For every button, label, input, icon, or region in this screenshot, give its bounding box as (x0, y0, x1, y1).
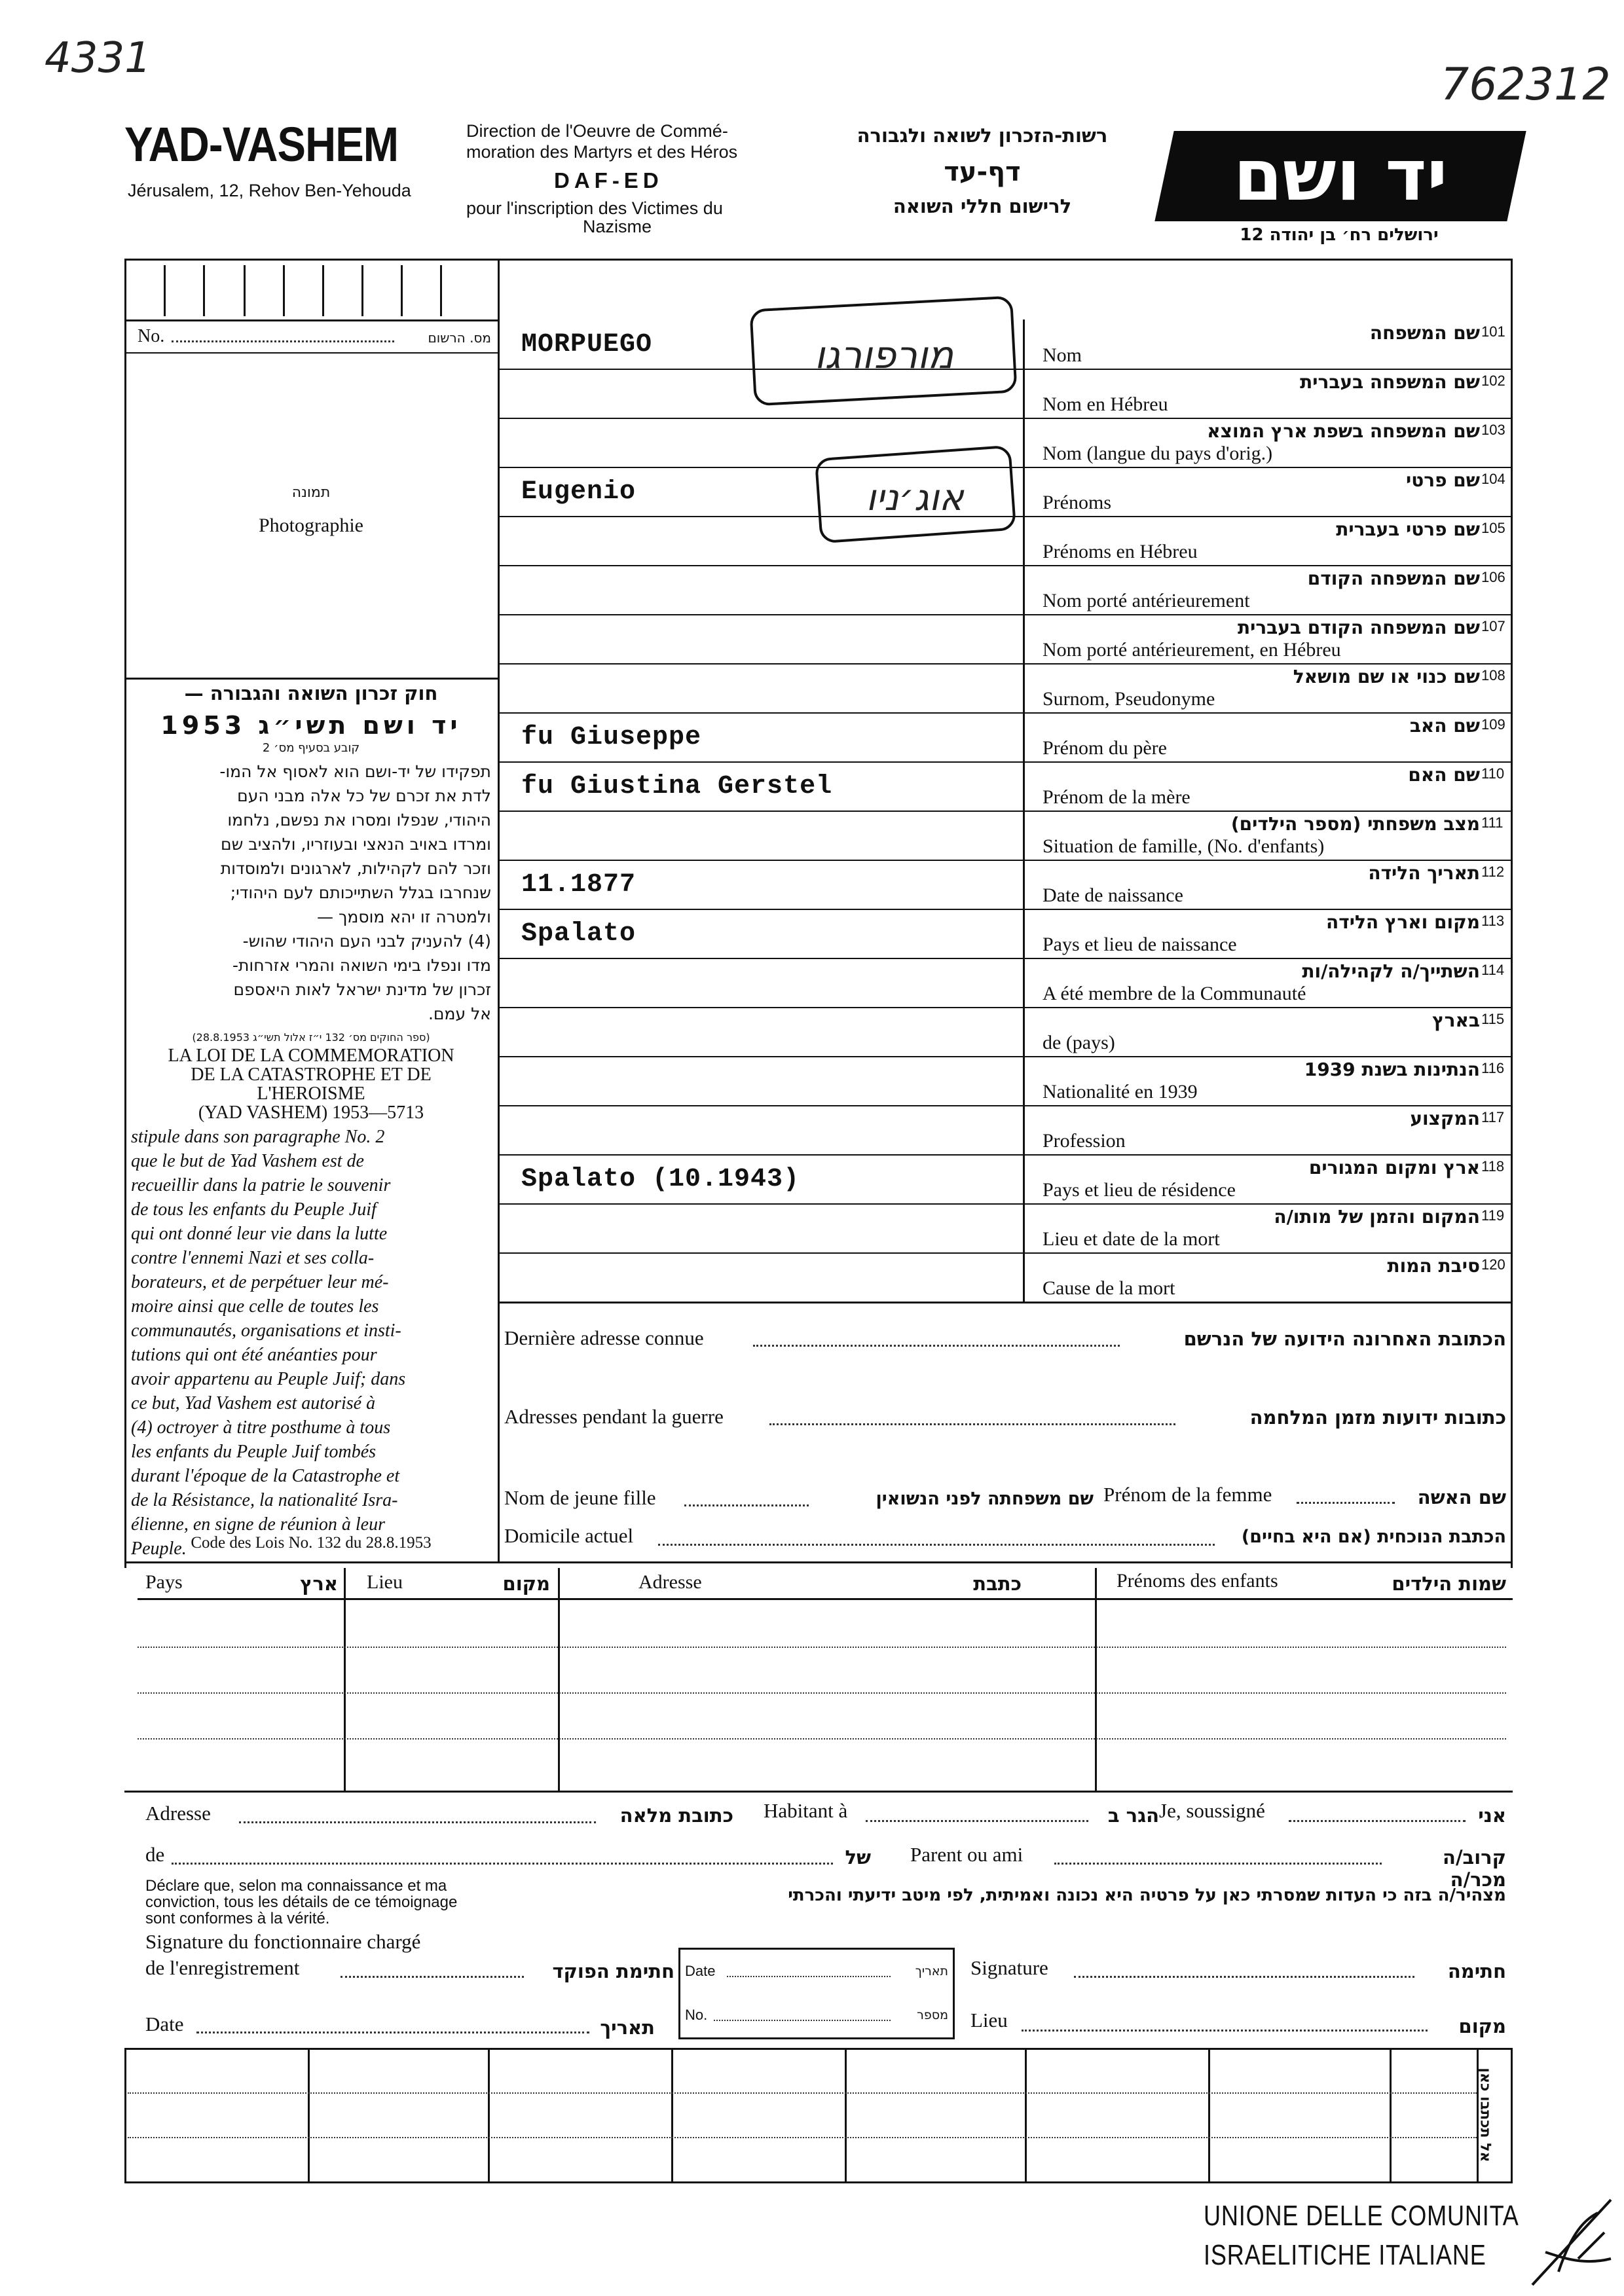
field-number: 112 (1481, 864, 1505, 880)
law-text-line: que le but de Yad Vashem est de (131, 1151, 364, 1171)
children-lieu-heb: מקום (502, 1573, 550, 1595)
children-pays-heb: ארץ (300, 1573, 338, 1595)
children-adresse: Adresse (638, 1571, 702, 1593)
inscription-line1: pour l'inscription des Victimes du (466, 198, 723, 218)
field-row-line (498, 1252, 1513, 1254)
office-grid-col (1390, 2048, 1392, 2183)
maiden-name-heb: שם משפחתה לפני הנשואין (876, 1489, 1094, 1509)
law-text-line: tutions qui ont été anéanties pour (131, 1345, 377, 1365)
field-label-fr: Profession (1043, 1130, 1126, 1152)
law-fr-code: Code des Lois No. 132 du 28.8.1953 (191, 1534, 432, 1552)
children-row-line (138, 1692, 1506, 1694)
office-grid-col (671, 2048, 673, 2183)
law-text-line: L'HEROISME (257, 1084, 365, 1104)
field-label-heb: שם פרטי (1405, 469, 1480, 491)
frame-code-bottom (124, 319, 498, 321)
field-label-fr: Prénoms en Hébreu (1043, 541, 1198, 562)
field-value[interactable]: MORPUEGO (521, 330, 653, 359)
witness-de-heb: של (845, 1846, 871, 1868)
witness-soussigne-heb: אני (1478, 1804, 1506, 1827)
domicile-heb: הכתבת הנוכחית (אם היא בחיים) (1241, 1527, 1506, 1547)
declare-heb: מצהיר/ה בזה כי העדות שמסרתי כאן על פרטיה היא נכונה ואמיתית, לפי מיטב ידיעתי והכרתי (788, 1886, 1506, 1905)
field-label-heb: שם המשפחה (1369, 322, 1480, 344)
field-number: 108 (1481, 667, 1505, 683)
law-heb-ref: (ספר החוקים מס׳ 132 י״ז אלול תשי״ג 28.8.1953) (192, 1031, 430, 1044)
field-row-line (498, 712, 1513, 714)
field-label-fr: Nationalité en 1939 (1043, 1081, 1198, 1102)
war-address-dots (769, 1423, 1175, 1425)
field-label-fr: Nom (langue du pays d'orig.) (1043, 443, 1273, 464)
children-pays: Pays (145, 1571, 183, 1593)
law-heb-name: יד ושם תשי״ג 1953 (160, 711, 462, 740)
field-label-fr: Pays et lieu de résidence (1043, 1179, 1236, 1201)
children-adresse-heb: כתבת (973, 1573, 1022, 1595)
law-fr-body (131, 1125, 491, 1561)
field-label-heb: המקצוע (1410, 1108, 1480, 1129)
direction-line2: moration des Martyrs et des Héros (466, 142, 738, 162)
field-row-line (498, 811, 1513, 812)
lieu-heb: מקום (1458, 2015, 1506, 2037)
law-text-line: ומרדו באויב הנאצי ובעוזריו, ולהציב שם (221, 835, 491, 854)
declare-fr-1: Déclare que, selon ma connaissance et ma (145, 1877, 447, 1895)
law-text-line: avoir appartenu au Peuple Juif; dans (131, 1369, 406, 1389)
field-number: 117 (1481, 1109, 1505, 1125)
field-label-fr: Pays et lieu de naissance (1043, 934, 1237, 955)
children-col3 (1095, 1568, 1097, 1791)
date-label: Date (145, 2013, 184, 2035)
field-row-120 (498, 1252, 1513, 1302)
wife-name-dots (1297, 1502, 1395, 1504)
logo-text: יד ושם (1233, 135, 1448, 217)
law-text-line: וזכר להם לקהילות, לארגונים ולמוסדות (220, 859, 491, 878)
daf-ed-title: DAF-ED (554, 168, 663, 192)
law-text-line: ce but, Yad Vashem est autorisé à (131, 1393, 376, 1413)
sig-official-2: de l'enregistrement (145, 1956, 300, 1979)
law-text-line: de tous les enfants du Peuple Juif (131, 1199, 377, 1220)
field-number: 119 (1481, 1207, 1505, 1224)
direction-line1: Direction de l'Oeuvre de Commé- (466, 121, 728, 141)
field-number: 104 (1481, 471, 1505, 487)
field-label-heb: שם המשפחה הקודם בעברית (1237, 617, 1480, 638)
maiden-name-label: Nom de jeune fille (504, 1486, 656, 1509)
law-text-line: stipule dans son paragraphe No. 2 (131, 1127, 385, 1147)
field-row-109 (498, 712, 1513, 761)
office-grid-bottom (124, 2181, 1513, 2183)
field-number: 103 (1481, 422, 1505, 438)
field-number: 115 (1481, 1011, 1505, 1027)
witness-habitant-dots (866, 1820, 1088, 1822)
stamp-date-label: Date (685, 1963, 716, 1979)
field-row-line (498, 958, 1513, 959)
address-top (498, 1302, 1513, 1303)
field-label-fr: Cause de la mort (1043, 1277, 1175, 1299)
law-heb-body (131, 759, 491, 1026)
no-heb: מס. הרשום (428, 330, 491, 346)
law-text-line: זכרון של מדינת ישראל לאות היאספם (233, 980, 491, 999)
field-number: 110 (1481, 765, 1505, 782)
last-address-dots (753, 1345, 1120, 1347)
heb-authority: רשות-הזכרון לשואה ולגבורה (857, 124, 1108, 147)
no-underline (124, 352, 498, 354)
children-lieu: Lieu (367, 1571, 403, 1593)
field-label-heb: שם האם (1408, 764, 1480, 786)
law-text-line: de la Résistance, la nationalité Isra- (131, 1490, 398, 1510)
witness-de: de (145, 1843, 165, 1866)
last-address-label: Dernière adresse connue (504, 1326, 704, 1349)
law-text-line: moire ainsi que celle de toutes les (131, 1296, 379, 1317)
children-top (124, 1561, 1513, 1563)
declare-fr-3: sont conformes à la vérité. (145, 1910, 330, 1927)
field-number: 114 (1481, 962, 1505, 978)
field-row-line (498, 565, 1513, 566)
witness-parent-dots (1054, 1863, 1382, 1865)
field-row-line (498, 1105, 1513, 1106)
sig-official-dots (341, 1976, 524, 1978)
office-grid-row (128, 2137, 1477, 2138)
field-number: 113 (1481, 913, 1505, 929)
law-heb-title: חוק זכרון השואה והגבורה — (184, 682, 438, 704)
law-text-line: LA LOI DE LA COMMEMORATION (168, 1046, 454, 1066)
witness-adresse-dots (239, 1821, 596, 1823)
field-row-106 (498, 565, 1513, 614)
code-box-sep (401, 265, 403, 316)
field-number: 107 (1481, 618, 1505, 634)
law-text-line: ולמטרה זו יהא מוסמך — (317, 907, 491, 926)
field-row-line (498, 1203, 1513, 1205)
field-row-116 (498, 1056, 1513, 1105)
stamp-date-dots (727, 1976, 891, 1977)
law-text-line: לדת את זכרם של כל אלה מבני העם (237, 786, 491, 805)
law-text-line: borateurs, et de perpétuer leur mé- (131, 1272, 389, 1292)
field-row-line (498, 1056, 1513, 1057)
stamp-no-label: No. (685, 2007, 708, 2023)
field-row-line (498, 614, 1513, 615)
domicile-label: Domicile actuel (504, 1524, 634, 1547)
field-label-fr: Nom (1043, 344, 1082, 366)
witness-soussigne: Je, soussigné (1159, 1799, 1265, 1822)
field-label-heb: מקום וארץ הלידה (1326, 911, 1480, 933)
inscription-line2: Nazisme (583, 217, 652, 236)
field-row-114 (498, 958, 1513, 1007)
law-text-line: מדו ונפלו בימי השואה והמרי אזרחות- (232, 956, 491, 975)
law-text-line: שנחרבו בגלל השתייכותם לעם היהודי; (230, 883, 491, 902)
field-number: 116 (1481, 1060, 1505, 1076)
office-grid-col (308, 2048, 310, 2183)
field-value[interactable]: fu Giustina Gerstel (521, 772, 833, 801)
field-row-line (498, 418, 1513, 419)
top-left-annotation: 4331 (45, 34, 151, 82)
stamp-date-heb: תאריך (915, 1964, 948, 1978)
field-label-heb: שם פרטי בעברית (1336, 519, 1480, 540)
children-bottom (124, 1791, 1513, 1793)
hebrew-firstname-handwritten: אוג׳ניו (866, 477, 964, 519)
hebrew-surname-handwritten: מורפורגו (814, 333, 954, 377)
field-label-fr: Situation de famille, (No. d'enfants) (1043, 835, 1325, 857)
field-row-117 (498, 1105, 1513, 1154)
field-number: 105 (1481, 520, 1505, 536)
field-label-fr: Prénoms (1043, 492, 1111, 513)
field-label-heb: המקום והזמן של מותו/ה (1274, 1206, 1480, 1228)
children-col1 (344, 1568, 346, 1791)
law-text-line: (YAD VASHEM) 1953—5713 (198, 1102, 424, 1123)
field-row-119 (498, 1203, 1513, 1252)
field-label-heb: ארץ ומקום המגורים (1308, 1157, 1480, 1178)
field-label-heb: שם האב (1409, 715, 1480, 737)
field-row-line (498, 1007, 1513, 1008)
field-row-line (498, 909, 1513, 910)
signature-heb: חתימה (1447, 1960, 1506, 1982)
field-value[interactable]: 11.1877 (521, 870, 637, 900)
code-box-sep (203, 265, 205, 316)
code-box-sep (244, 265, 246, 316)
office-grid-right (1511, 2048, 1513, 2183)
field-label-fr: Nom porté antérieurement, en Hébreu (1043, 639, 1341, 661)
field-label-fr: Surnom, Pseudonyme (1043, 688, 1215, 710)
field-label-fr: Nom en Hébreu (1043, 393, 1168, 415)
office-stamp-box (678, 1948, 955, 2039)
office-grid-col (845, 2048, 847, 2183)
field-number: 101 (1481, 323, 1505, 340)
children-row-line (138, 1647, 1506, 1648)
war-address-heb: כתובות ידועות מזמן המלחמה (1249, 1406, 1506, 1429)
witness-adresse: Adresse (145, 1802, 211, 1825)
code-box-sep (283, 265, 285, 316)
no-label: No. (138, 326, 165, 346)
field-label-fr: Prénom du père (1043, 737, 1167, 759)
field-row-110 (498, 761, 1513, 811)
bottom-stamp-line1: UNIONE DELLE COMUNITA (1204, 2200, 1519, 2232)
org-title: YAD-VASHEM (124, 117, 399, 172)
witness-soussigne-dots (1289, 1820, 1466, 1822)
heb-registration: לרישום חללי השואה (893, 195, 1072, 217)
office-grid-col (1025, 2048, 1027, 2183)
field-label-heb: סיבת המות (1387, 1255, 1480, 1277)
field-row-107 (498, 614, 1513, 663)
code-box-sep (361, 265, 363, 316)
field-number: 106 (1481, 569, 1505, 585)
field-row-115 (498, 1007, 1513, 1056)
field-value[interactable]: Spalato (10.1943) (521, 1165, 800, 1194)
field-row-line (498, 1154, 1513, 1156)
field-label-fr: Date de naissance (1043, 884, 1183, 906)
office-grid-row (128, 2092, 1477, 2094)
code-box-sep (164, 265, 166, 316)
field-label-heb: שם המשפחה הקודם (1307, 568, 1480, 589)
law-text-line: communautés, organisations et insti- (131, 1321, 401, 1341)
field-label-heb: שם המשפחה בשפת ארץ המוצא (1207, 420, 1480, 442)
law-text-line: qui ont donné leur vie dans la lutte (131, 1224, 388, 1244)
field-label-fr: A été membre de la Communauté (1043, 983, 1306, 1004)
field-label-heb: שם כנוי או שם מושאל (1293, 666, 1480, 687)
field-row-line (498, 761, 1513, 763)
law-text-line: (4) octroyer à titre posthume à tous (131, 1417, 391, 1438)
top-right-annotation: 762312 (1441, 59, 1611, 111)
witness-habitant: Habitant à (764, 1799, 848, 1822)
office-use-side-heb: אל תכתבו כאן (1477, 2068, 1494, 2162)
law-text-line: תפקידו של יד-ושם הוא לאסוף אל המו- (219, 762, 491, 781)
field-label-heb: שם המשפחה בעברית (1300, 371, 1480, 393)
field-row-112 (498, 860, 1513, 909)
children-row-line (138, 1738, 1506, 1740)
declare-fr-2: conviction, tous les détails de ce témoignage (145, 1893, 458, 1911)
maiden-name-dots (684, 1504, 809, 1506)
frame-left (124, 259, 126, 1568)
law-text-line: durant l'époque de la Catastrophe et (131, 1466, 400, 1486)
wife-name-heb: שם האשה (1417, 1486, 1506, 1508)
law-text-line: élienne, en signe de réunion à leur (131, 1514, 386, 1535)
field-label-heb: תאריך הלידה (1368, 862, 1480, 884)
field-row-118 (498, 1154, 1513, 1203)
field-label-heb: השתייך/ה לקהילה/ות (1302, 960, 1480, 982)
sig-official-heb: חתימת הפוקד (552, 1960, 674, 1982)
office-grid-top (124, 2048, 1513, 2050)
no-dots (172, 340, 394, 342)
law-text-line: אל עמם. (428, 1004, 491, 1023)
field-label-heb: מצב משפחתי (מספר הילדים) (1230, 813, 1480, 835)
date-heb: תאריך (600, 2016, 655, 2039)
last-address-heb: הכתובת האחרונה הידועה של הנרשם (1183, 1328, 1506, 1350)
field-value[interactable]: fu Giuseppe (521, 723, 702, 752)
field-value[interactable]: Eugenio (521, 477, 637, 507)
law-text-line: contre l'ennemi Nazi et ses colla- (131, 1248, 375, 1268)
code-box-sep (322, 265, 324, 316)
field-row-line (498, 663, 1513, 665)
date-dots (196, 2032, 589, 2033)
frame-top (124, 259, 1513, 261)
witness-de-dots (172, 1863, 833, 1865)
bottom-signature-scribble (1519, 2193, 1617, 2291)
field-row-line (498, 860, 1513, 861)
witness-adresse-heb: כתובת מלאה (619, 1804, 733, 1827)
law-fr-title (131, 1046, 491, 1122)
law-text-line: DE LA CATASTROPHE ET DE (191, 1065, 432, 1085)
law-text-line: Peuple. (131, 1539, 187, 1559)
law-text-line: recueillir dans la patrie le souvenir (131, 1175, 391, 1195)
stamp-no-dots (714, 2020, 891, 2021)
war-address-label: Adresses pendant la guerre (504, 1405, 724, 1428)
field-row-108 (498, 663, 1513, 712)
field-label-fr: Lieu et date de la mort (1043, 1228, 1220, 1250)
signature-label: Signature (970, 1956, 1048, 1979)
bottom-stamp-line2: ISRAELITICHE ITALIANE (1204, 2239, 1486, 2271)
field-label-heb: בארץ (1432, 1010, 1480, 1031)
code-box-sep (440, 265, 442, 316)
witness-parent-heb: קרוב/ה מכר/ה (1443, 1846, 1506, 1891)
office-grid-col (1208, 2048, 1210, 2183)
law-text-line: היהודי, שנפלו ומסרו את נפשם, נלחמו (227, 811, 491, 829)
heb-daf-ed: דף-עד (944, 157, 1021, 187)
field-row-111 (498, 811, 1513, 860)
law-text-line: les enfants du Peuple Juif tombés (131, 1442, 377, 1462)
field-label-heb: הנתינות בשנת 1939 (1304, 1059, 1480, 1080)
lieu-label: Lieu (970, 2009, 1008, 2032)
field-number: 109 (1481, 716, 1505, 733)
law-heb-sub: קובע בסעיף מס׳ 2 (262, 741, 360, 755)
lieu-dots (1022, 2030, 1428, 2032)
office-grid-left (124, 2048, 126, 2183)
field-label-fr: Nom porté antérieurement (1043, 590, 1250, 611)
witness-parent: Parent ou ami (910, 1843, 1024, 1866)
children-enfants-heb: שמות הילדים (1392, 1573, 1506, 1595)
children-col2 (558, 1568, 560, 1791)
photo-heb: תמונה (291, 484, 331, 501)
law-text-line: (4) להעניק לבני העם היהודי שהוש- (242, 932, 491, 951)
field-number: 111 (1481, 814, 1504, 831)
field-label-fr: Prénom de la mère (1043, 786, 1190, 808)
field-row-113 (498, 909, 1513, 958)
office-grid-col (488, 2048, 490, 2183)
stamp-no-heb: מספר (917, 2008, 948, 2022)
field-label-fr: de (pays) (1043, 1032, 1115, 1053)
wife-name-label: Prénom de la femme (1103, 1483, 1272, 1506)
photo-label: Photographie (259, 515, 363, 536)
heb-address: ירושלים רח׳ בן יהודה 12 (1240, 225, 1439, 245)
field-number: 118 (1481, 1158, 1505, 1175)
field-value[interactable]: Spalato (521, 919, 637, 949)
sig-official-1: Signature du fonctionnaire chargé (145, 1930, 421, 1953)
org-address: Jérusalem, 12, Rehov Ben-Yehouda (128, 181, 411, 200)
witness-habitant-heb: הגר ב (1107, 1804, 1159, 1827)
field-number: 102 (1481, 373, 1505, 389)
field-number: 120 (1481, 1256, 1505, 1273)
signature-dots (1074, 1976, 1414, 1978)
photo-bottom (124, 678, 498, 680)
domicile-dots (658, 1544, 1215, 1546)
children-enfants: Prénoms des enfants (1116, 1570, 1278, 1592)
